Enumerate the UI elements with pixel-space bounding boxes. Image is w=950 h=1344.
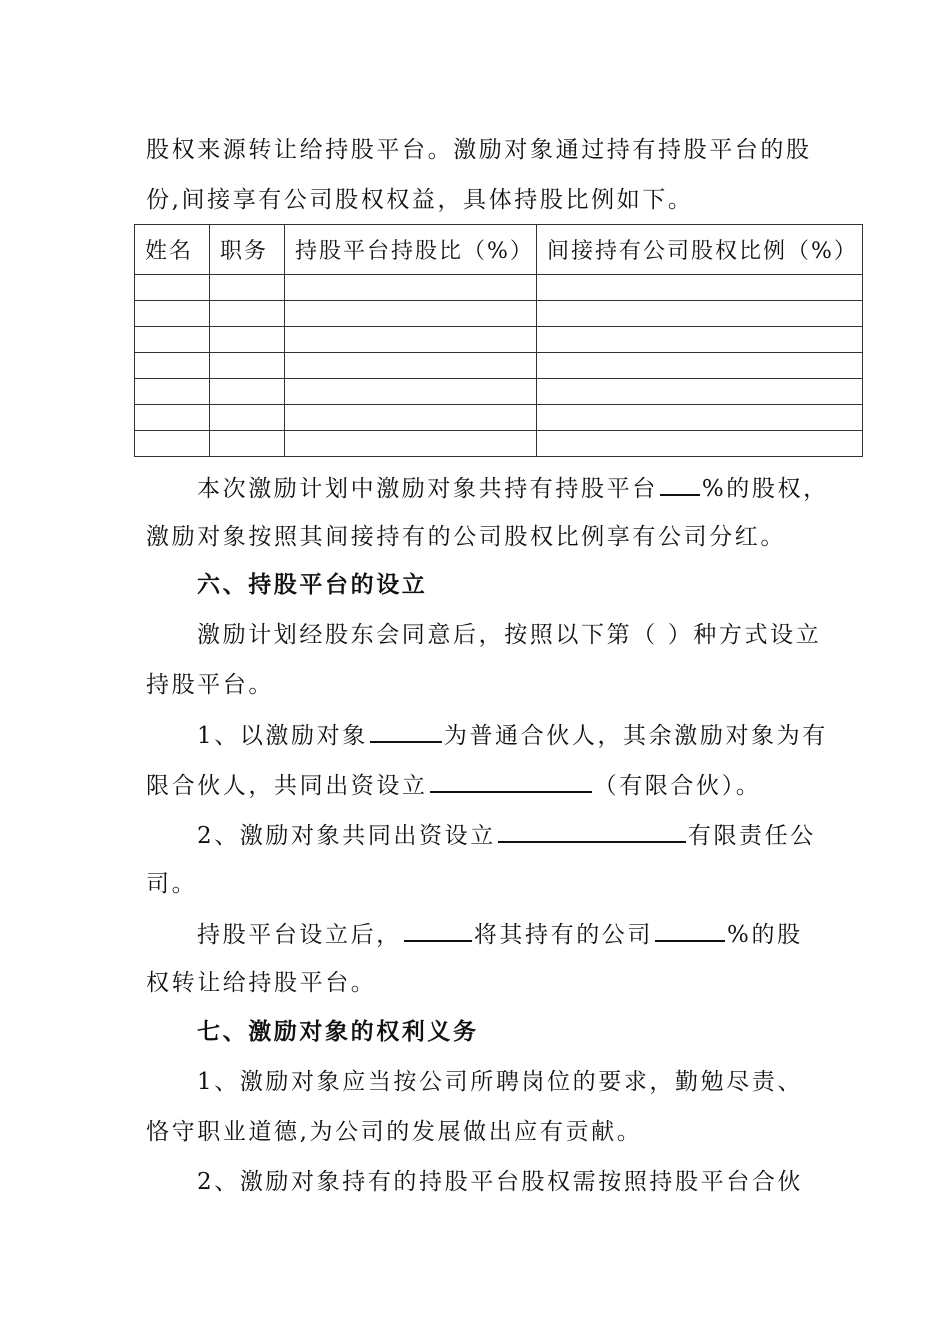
table-cell (135, 379, 210, 405)
transfer-percent-blank[interactable] (655, 918, 725, 942)
transfer-line-1 (197, 918, 803, 950)
option-2-text-b: 有限责任公 (687, 823, 816, 849)
table-row (135, 275, 863, 301)
table-cell (135, 301, 210, 327)
section-7-item-1-line-2: 恪守职业道德,为公司的发展做出应有贡献。 (146, 1119, 643, 1145)
option-1-text-d: （有限合伙）。 (593, 773, 762, 799)
section-6-p1-line-2: 持股平台。 (146, 672, 274, 698)
section-7-item-2-line-1: 2、激励对象持有的持股平台股权需按照持股平台合伙 (197, 1169, 804, 1195)
table-cell (537, 275, 863, 301)
table-row (135, 327, 863, 353)
header-name: 姓名 (135, 225, 210, 275)
option-2-line-1 (197, 819, 816, 851)
option-1-line-2 (146, 769, 761, 801)
option-1-line-1 (197, 719, 828, 751)
table-cell (285, 327, 537, 353)
share-paragraph-line-1 (197, 472, 829, 504)
table-header-row (135, 225, 863, 275)
transfer-text-c: %的股 (727, 922, 803, 948)
share-text-a: 本次激励计划中激励对象共持有持股平台 (197, 476, 658, 502)
option-1-text-a: 1、以激励对象 (197, 723, 368, 749)
table-row (135, 405, 863, 431)
header-indirect-ratio: 间接持有公司股权比例（%） (537, 225, 863, 275)
table-cell (210, 405, 285, 431)
table-cell (285, 405, 537, 431)
option-1-text-b: 为普通合伙人，其余激励对象为有 (443, 723, 828, 749)
table-cell (135, 405, 210, 431)
section-6-p1-line-1: 激励计划经股东会同意后，按照以下第（ ）种方式设立 (197, 622, 822, 648)
table-cell (285, 275, 537, 301)
partnership-name-blank[interactable] (430, 769, 592, 793)
option-2-line-2: 司。 (146, 871, 198, 897)
option-1-text-c: 限合伙人，共同出资设立 (146, 773, 428, 799)
share-text-b: %的股权， (701, 476, 829, 502)
section-6-heading: 六、持股平台的设立 (197, 571, 428, 598)
table-cell (210, 353, 285, 379)
table-row (135, 301, 863, 327)
general-partner-blank[interactable] (370, 719, 442, 743)
header-position: 职务 (210, 225, 285, 275)
share-paragraph-line-2: 激励对象按照其间接持有的公司股权比例享有公司分红。 (146, 524, 786, 550)
company-name-blank[interactable] (498, 819, 686, 843)
table-cell (285, 301, 537, 327)
table-cell (135, 353, 210, 379)
table-cell (537, 431, 863, 457)
table-row (135, 431, 863, 457)
table-cell (537, 301, 863, 327)
table-cell (135, 431, 210, 457)
table-cell (285, 379, 537, 405)
table-cell (537, 379, 863, 405)
table-cell (210, 327, 285, 353)
table-row (135, 353, 863, 379)
transfer-text-a: 持股平台设立后， (197, 922, 402, 948)
transferor-blank[interactable] (404, 918, 472, 942)
section-7-item-1-line-1: 1、激励对象应当按公司所聘岗位的要求，勤勉尽责、 (197, 1069, 804, 1095)
table-cell (537, 327, 863, 353)
table-cell (210, 431, 285, 457)
section-7-heading: 七、激励对象的权利义务 (197, 1018, 479, 1045)
transfer-line-2: 权转让给持股平台。 (146, 970, 377, 996)
table-cell (135, 327, 210, 353)
table-cell (537, 353, 863, 379)
table-cell (285, 353, 537, 379)
header-platform-ratio: 持股平台持股比（%） (285, 225, 537, 275)
share-percent-blank[interactable] (660, 472, 700, 496)
table-cell (210, 301, 285, 327)
table-cell (537, 405, 863, 431)
option-2-text-a: 2、激励对象共同出资设立 (197, 823, 496, 849)
intro-line-1: 股权来源转让给持股平台。激励对象通过持有持股平台的股 (146, 137, 812, 163)
table-cell (210, 275, 285, 301)
table-cell (285, 431, 537, 457)
table-cell (210, 379, 285, 405)
shareholding-table (134, 224, 863, 457)
transfer-text-b: 将其持有的公司 (473, 922, 654, 948)
table-row (135, 379, 863, 405)
table-cell (135, 275, 210, 301)
intro-line-2: 份,间接享有公司股权权益，具体持股比例如下。 (146, 187, 694, 213)
